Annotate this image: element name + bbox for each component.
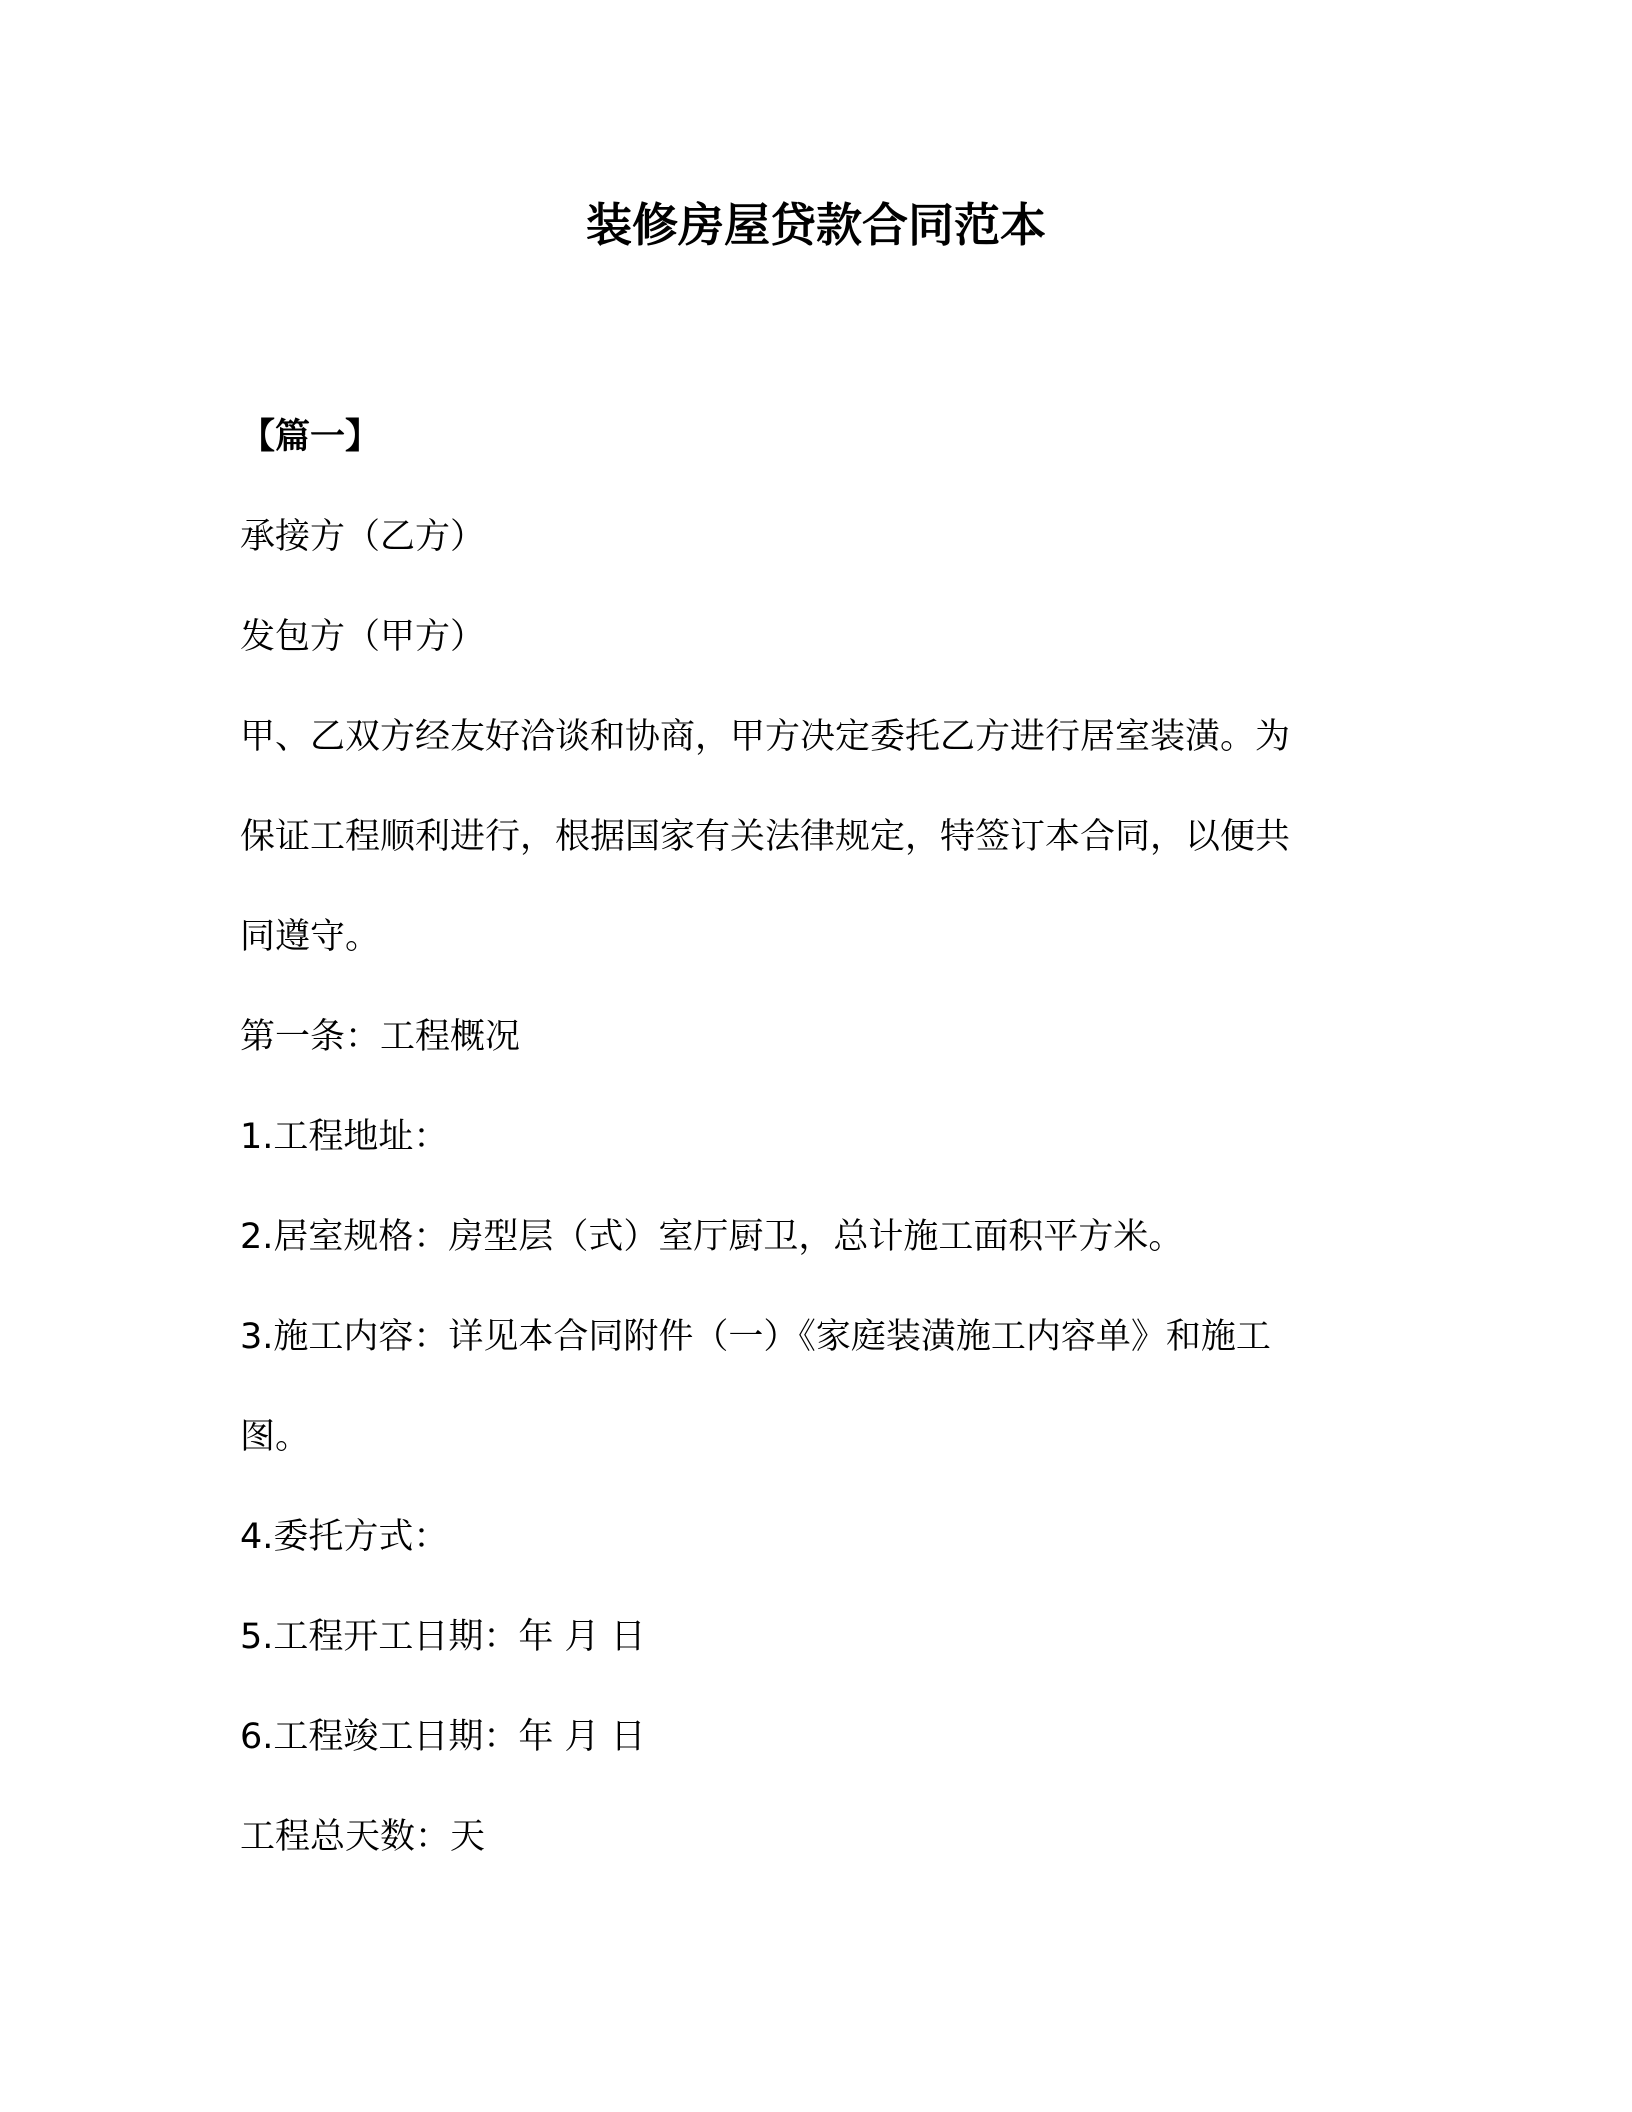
intro-paragraph-line-1: 甲、乙双方经友好洽谈和协商，甲方决定委托乙方进行居室装潢。为 bbox=[240, 717, 1291, 757]
intro-paragraph-line-3: 同遵守。 bbox=[240, 917, 381, 957]
document-body bbox=[240, 412, 1380, 1912]
document-title: 装修房屋贷款合同范本 bbox=[586, 198, 1046, 252]
item-start-date: 5.工程开工日期：年 月 日 bbox=[240, 1617, 646, 1657]
item-room-specification: 2.居室规格：房型层（式）室厅厨卫，总计施工面积平方米。 bbox=[240, 1217, 1184, 1257]
article-one-heading: 第一条：工程概况 bbox=[240, 1017, 521, 1057]
contractor-line: 承接方（乙方） bbox=[240, 517, 486, 557]
total-days-line: 工程总天数：天 bbox=[240, 1817, 486, 1857]
item-project-address: 1.工程地址： bbox=[240, 1117, 449, 1157]
item-commission-method: 4.委托方式： bbox=[240, 1517, 449, 1557]
item-construction-content-line-1: 3.施工内容：详见本合同附件（一）《家庭装潢施工内容单》和施工 bbox=[240, 1317, 1271, 1357]
item-completion-date: 6.工程竣工日期：年 月 日 bbox=[240, 1717, 646, 1757]
item-construction-content-line-2: 图。 bbox=[240, 1417, 311, 1457]
section-label: 【篇一】 bbox=[240, 417, 381, 457]
intro-paragraph-line-2: 保证工程顺利进行，根据国家有关法律规定，特签订本合同，以便共 bbox=[240, 817, 1291, 857]
client-line: 发包方（甲方） bbox=[240, 617, 486, 657]
